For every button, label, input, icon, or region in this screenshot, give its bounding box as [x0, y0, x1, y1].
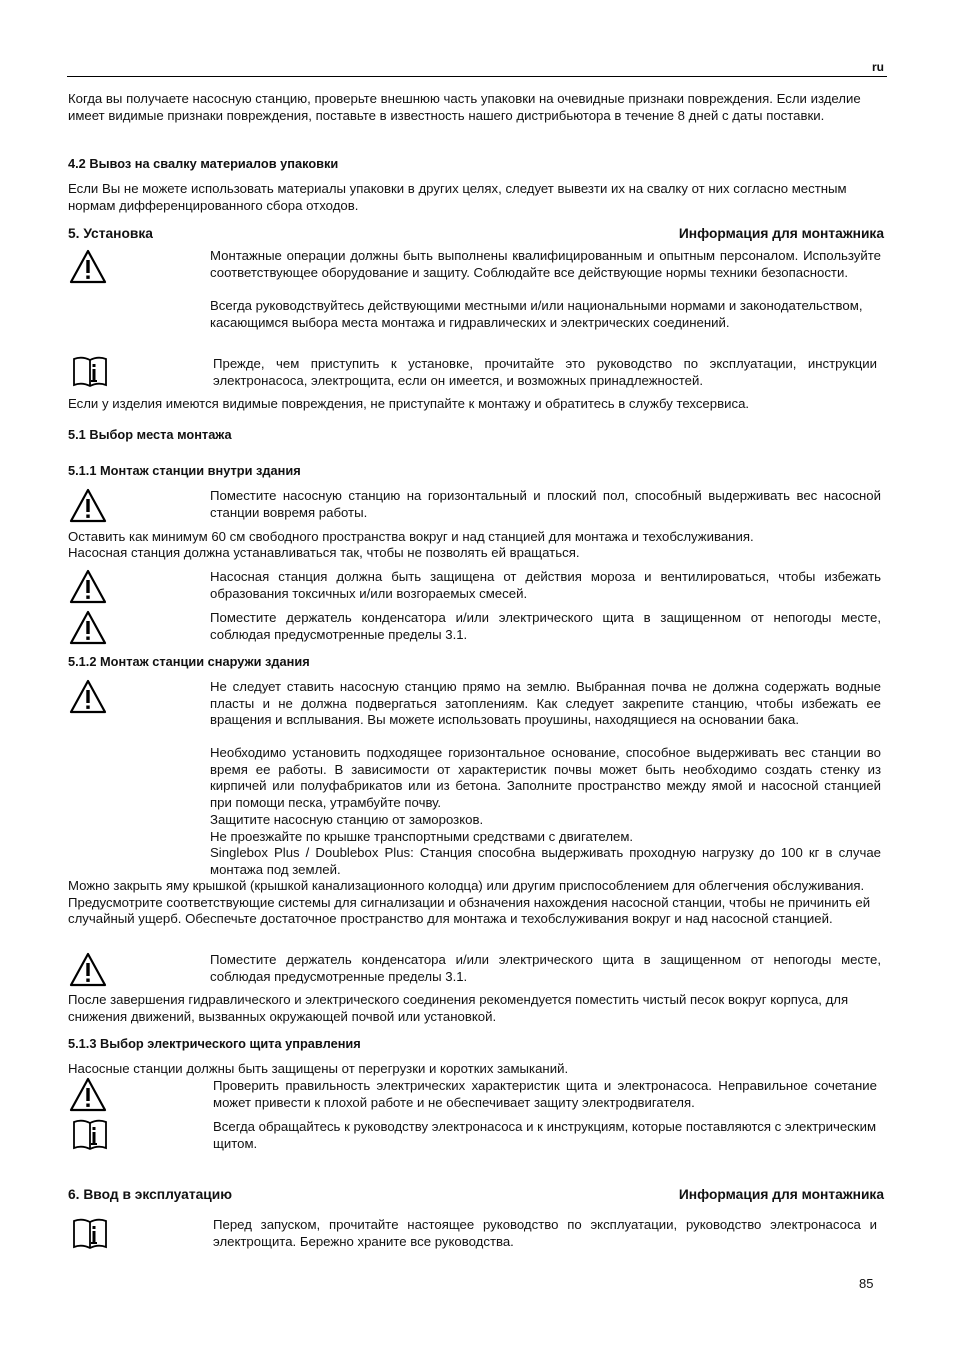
section-4-2-text: Если Вы не можете использовать материалы упаковки в других целях, следует вывезти их на свалку от них согласно местным нормам дифференцированного сбора отходов. [68, 181, 847, 213]
section-5-1-2-warning-1: Не следует ставить насосную станцию прямо на землю. Выбранная почва не должна содержать водные пласты и не должна подвергаться затоплениям. Как следует закрепите станцию, чтобы избежать ее вращения и всплывания. Вы можете использовать проушины, находящиеся на основании бака. [210, 679, 881, 728]
section-5-1-1-title: 5.1.1 Монтаж станции внутри здания [68, 463, 301, 478]
section-5-1-3-text-1: Насосные станции должны быть защищены от перегрузки и коротких замыканий. [68, 1061, 569, 1076]
section-5-audience: Информация для монтажника [678, 226, 884, 241]
section-5-1-1-warning-1: Поместите насосную станцию на горизонтальный и плоский пол, способный выдерживать вес насосной станции вовремя работы. [210, 488, 881, 520]
warning-icon [69, 952, 107, 988]
intro-paragraph: Когда вы получаете насосную станцию, проверьте внешнюю часть упаковки на очевидные признаки повреждения. Если изделие имеет видимые признаки повреждения, поставьте в известность нашего дистрибьютора в течение 8 дней с даты поставки. [68, 91, 861, 123]
section-5-1-1-text-1: Оставить как минимум 60 см свободного пространства вокруг и над станцией для монтажа и техобслуживания. [68, 529, 754, 544]
section-4-2-title: 4.2 Вывоз на свалку материалов упаковки [68, 156, 339, 171]
section-6-manual-note: Перед запуском, прочитайте настоящее руководство по эксплуатации, руководство электронасоса и электрощита. Бережно храните все руководства. [213, 1217, 877, 1249]
section-5-title: 5. Установка [68, 226, 153, 241]
section-5-1-2-warning-1c: Защитите насосную станцию от заморозков. [210, 812, 484, 827]
section-5-1-2-title: 5.1.2 Монтаж станции снаружи здания [68, 654, 310, 669]
language-code: ru [872, 60, 884, 74]
warning-icon [69, 249, 107, 285]
warning-icon [69, 569, 107, 605]
warning-icon [69, 610, 107, 646]
section-5-damage-note: Если у изделия имеются видимые повреждения, не приступайте к монтажу и обратитесь в службу техсервиса. [68, 396, 750, 411]
section-5-1-2-text-2: После завершения гидравлического и электрического соединения рекомендуется поместить чистый песок вокруг корпуса, для снижения движений, вызванных окружающей почвой или установкой. [68, 992, 849, 1024]
section-5-1-2-warning-2: Поместите держатель конденсатора и/или электрического щита в защищенном от непогоды месте, соблюдая предусмотренные пределы 3.1. [210, 952, 881, 984]
section-5-warning-text-2: Всегда руководствуйтесь действующими местными и/или национальными нормами и законодательством, касающимся выбора места монтажа и гидравлических и электрических соединений. [210, 298, 863, 330]
warning-icon [69, 488, 107, 524]
section-5-1-3-warning-1: Проверить правильность электрических характеристик щита и электронасоса. Неправильное сочетание может привести к плохой работе и не обеспечивает защиту электродвигателя. [213, 1078, 877, 1110]
warning-icon [69, 1077, 107, 1113]
section-5-1-3-title: 5.1.3 Выбор электрического щита управления [68, 1036, 361, 1051]
section-6-title: 6. Ввод в эксплуатацию [68, 1187, 233, 1202]
section-5-1-title: 5.1 Выбор места монтажа [68, 427, 232, 442]
section-6-audience: Информация для монтажника [678, 1187, 884, 1202]
section-5-1-2-text-1: Можно закрыть яму крышкой (крышкой канализационного колодца) или другим приспособлением для облегчения обслуживания. Предусмотрите соответствующие системы для сигнализации и обзначения нахождения насосной станции, чтобы не причинить ей случайный ущерб. Обеспечьте достаточное пространство для монтажа и техобслуживания вокруг и над насосной станцией. [68, 878, 871, 927]
section-5-1-1-warning-2: Насосная станция должна быть защищена от действия мороза и вентилироваться, чтобы избежать образования токсичных и/или возгораемых смесей. [210, 569, 881, 601]
warning-icon [69, 679, 107, 715]
section-5-1-2-warning-1d: Не проезжайте по крышке транспортными средствами с двигателем. [210, 829, 634, 844]
section-5-1-1-text-2: Насосная станция должна устанавливаться так, чтобы не позволять ей вращаться. [68, 545, 580, 560]
page-number: 85 [859, 1276, 874, 1291]
section-5-manual-note: Прежде, чем приступить к установке, прочитайте это руководство по эксплуатации, инструкции электронасоса, электрощита, если он имеется, и возможных принадлежностей. [213, 356, 877, 388]
section-5-1-3-manual-note: Всегда обращайтесь к руководству электронасоса и к инструкциям, которые поставляются с электрическим щитом. [213, 1119, 877, 1151]
manual-book-icon [71, 1216, 109, 1252]
manual-book-icon [71, 1117, 109, 1153]
section-5-warning-text: Монтажные операции должны быть выполнены квалифицированным и опытным персоналом. Используйте соответствующее оборудование и защиту. Соблюдайте все действующие нормы техники безопасности. [210, 248, 881, 280]
section-5-1-2-warning-1e: Singlebox Plus / Doublebox Plus: Станция способна выдерживать проходную нагрузку до 100 кг в случае монтажа под землей. [210, 845, 881, 877]
section-5-1-2-warning-1b: Необходимо установить подходящее горизонтальное основание, способное выдерживать вес станции во время ее работы. В зависимости от характеристик почвы может быть необходимо создать стенку из кирпичей или полуфабрикатов или из бетона. Заполните пространство между ямой и насосной станцией при помощи песка, утрамбуйте почву. [210, 745, 881, 811]
header-divider [67, 76, 887, 77]
section-5-1-1-warning-3: Поместите держатель конденсатора и/или электрического щита в защищенном от непогоды месте, соблюдая предусмотренные пределы 3.1. [210, 610, 881, 642]
manual-book-icon [71, 354, 109, 390]
